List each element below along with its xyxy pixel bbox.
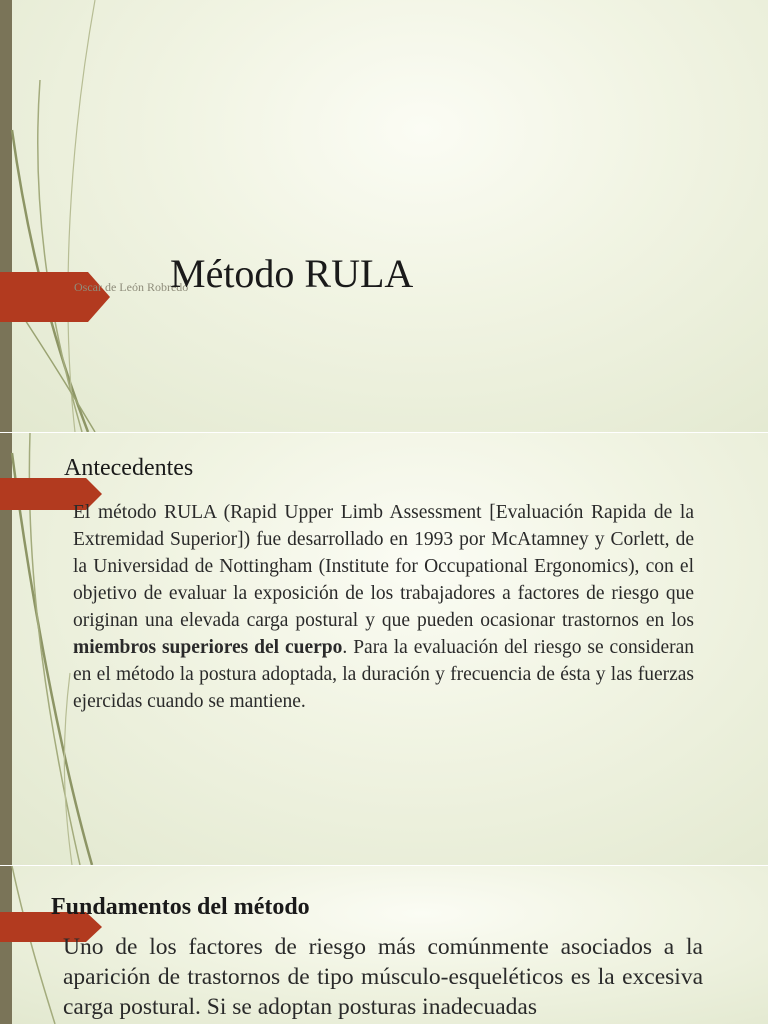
section-heading: Fundamentos del método <box>51 894 310 920</box>
slide-title: Método RULA <box>170 251 414 296</box>
paragraph-text-part1: El método RULA (Rapid Upper Limb Assessment [Evaluación Rapida de la Extremidad Superior]) fue desarrollado en 1993 por McAtamney y Corlett, de la Universidad de Nottingham (Institute for Occupational Ergonomics), con el objetivo de evaluar la exposición de los trabajadores a factores de riesgo que originan una elevada carga postural y que pueden ocasionar trastornos en los <box>73 502 694 631</box>
title-slide <box>0 0 768 432</box>
paragraph-bold-text: miembros superiores del cuerpo <box>73 637 343 658</box>
section-heading: Antecedentes <box>64 455 194 481</box>
body-paragraph <box>73 499 694 715</box>
fundamentos-slide <box>0 866 768 1024</box>
decorative-swoosh-lines <box>0 0 140 432</box>
paragraph-text-part2: . Para la evaluación del riesgo se consideran en el método la postura adoptada, la duración y frecuencia de ésta y las fuerzas ejercidas cuando se mantiene. <box>73 637 694 712</box>
slide-subtitle: Oscar de León Robredo <box>74 280 189 294</box>
antecedentes-slide <box>0 433 768 865</box>
body-paragraph: Uno de los factores de riesgo más comúnmente asociados a la aparición de trastornos de tipo músculo-esqueléticos es la excesiva carga postural. Si se adoptan posturas inadecuadas <box>63 934 703 1020</box>
